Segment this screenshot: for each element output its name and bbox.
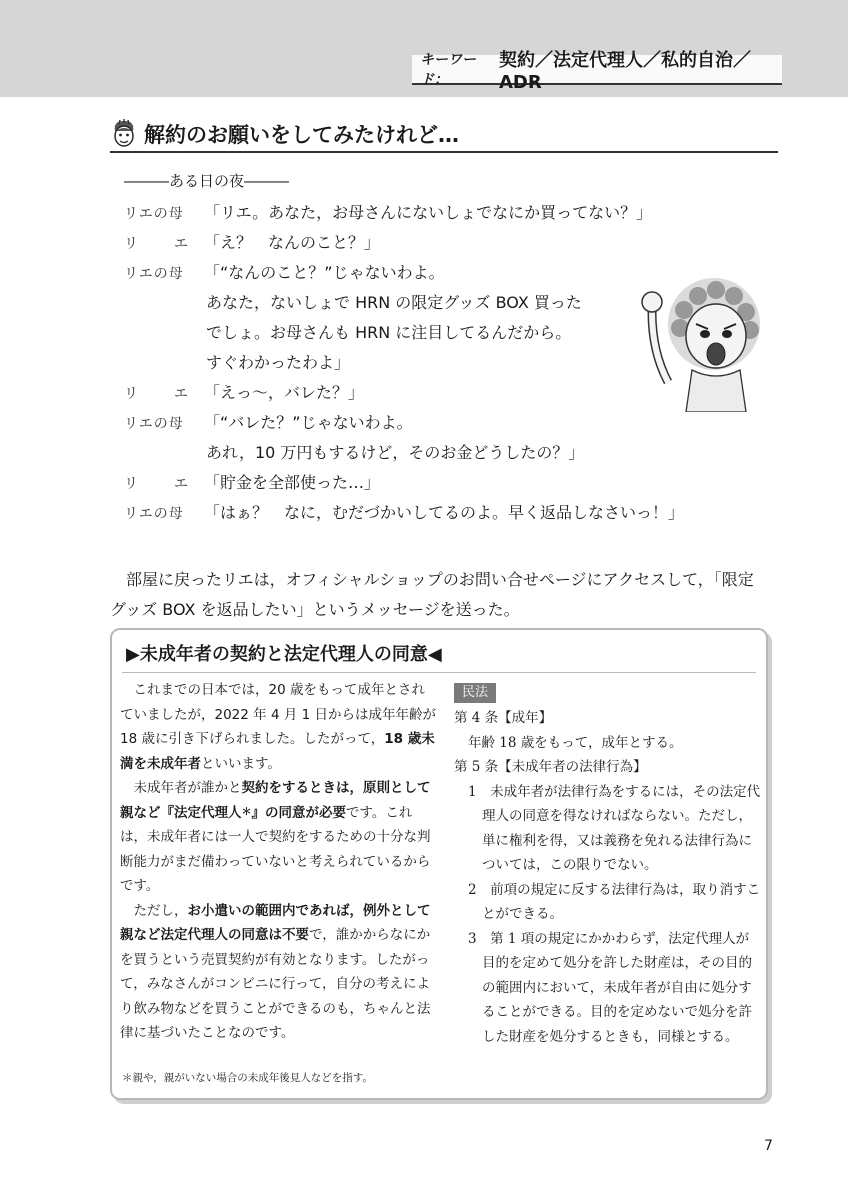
article-5-title: 第 5 条【未成年者の法律行為】: [454, 759, 647, 775]
dialogue-line: リエの母 「はぁ？ なに，むだづかいしてるのよ。早く返品しなさいっ！」: [124, 500, 684, 527]
article-5-item: 3 第 1 項の規定にかかわらず，法定代理人が目的を定めて処分を許した財産は，その目的の範囲内において，未成年者が自由に処分することができる。目的を定めないで処分を許した財産を処分するときも，同様とする。: [468, 930, 752, 1045]
article-4-title: 第 4 条【成年】: [454, 710, 553, 726]
narration-line: 部屋に戻ったリエは，オフィシャルショップのお問い合せページにアクセスして，「限定: [110, 570, 754, 589]
speaker: リエの母: [124, 506, 184, 522]
keyword-list: 契約／法定代理人／私的自治／ ADR: [498, 49, 751, 93]
keyword-bar: [412, 49, 782, 93]
info-box: [110, 628, 768, 1100]
scene-label: ―――ある日の夜―――: [124, 172, 290, 190]
civil-code-tag: 民法: [454, 683, 496, 703]
explanation-paragraph: 未成年者が誰かと契約をするときは，原則として親など『法定代理人＊』の同意が必要です。これは，未成年者には一人で契約をするための十分な判断能力がまだ備わっていないと考えられているからです。: [120, 780, 431, 894]
article-5-item: 2 前項の規定に反する法律行為は，取り消すことができる。: [468, 881, 761, 922]
dialogue-line: リ エ 「え？ なんのこと？」: [124, 230, 380, 257]
dialogue-line: リエの母 「リエ。あなた，お母さんにないしょでなにか買ってない？」: [124, 200, 652, 227]
dialogue-continuation: あなた，ないしょで HRN の限定グッズ BOX 買った: [206, 293, 582, 312]
dialogue-line: リエの母 「“バレた？”じゃないわよ。: [124, 410, 413, 437]
explanation-column: [120, 678, 438, 1046]
page-number: 7: [764, 1138, 773, 1154]
speaker: リエの母: [124, 416, 184, 432]
dialogue-line: リ エ 「えっ～，バレた？」: [124, 380, 364, 407]
info-box-title: ▶未成年者の契約と法定代理人の同意◀: [126, 644, 442, 665]
speaker: リ エ: [124, 236, 188, 252]
dialogue-continuation: でしょ。お母さんも HRN に注目してるんだから。: [206, 323, 572, 342]
article-5-item: 1 未成年者が法律行為をするには，その法定代理人の同意を得なければならない。ただし，単に権利を得，又は義務を免れる法律行為については，この限りでない。: [468, 783, 761, 873]
angry-mother-illustration: [622, 262, 772, 412]
speaker: リエの母: [124, 206, 184, 222]
dialogue-line: リ エ 「貯金を全部使った…」: [124, 470, 380, 497]
section-heading: [110, 117, 778, 153]
speaker: リエの母: [124, 266, 184, 282]
narration-line: グッズ BOX を返品したい」というメッセージを送った。: [110, 600, 520, 619]
dialogue-continuation: すぐわかったわよ」: [206, 353, 351, 372]
section-title: 解約のお願いをしてみたけれど…: [144, 123, 459, 147]
dialogue-continuation: あれ，10 万円もするけど，そのお金どうしたの？」: [206, 443, 585, 462]
girl-face-icon: [110, 119, 138, 149]
dialogue-line: リエの母 「“なんのこと？”じゃないわよ。: [124, 260, 445, 287]
explanation-paragraph: これまでの日本では，20 歳をもって成年とされていましたが，2022 年 4 月 1 日からは成年年齢が 18 歳に引き下げられました。したがって，18 歳未満を未成年者といいます。: [120, 682, 436, 772]
divider: [122, 672, 756, 673]
article-4-text: 年齢 18 歳をもって，成年とする。: [468, 734, 683, 751]
civil-code-column: [454, 680, 762, 1049]
keyword-label: キーワード：: [420, 52, 476, 88]
speaker: リ エ: [124, 476, 188, 492]
speaker: リ エ: [124, 386, 188, 402]
footnote: ＊親や，親がいない場合の未成年後見人などを指す。: [122, 1072, 373, 1084]
explanation-paragraph: ただし，お小遣いの範囲内であれば，例外として親など法定代理人の同意は不要で，誰かからなにかを買うという売買契約が有効となります。したがって，みなさんがコンビニに行って，自分の考えにより飲み物などを買うことができるのも，ちゃんと法律に基づいたことなのです。: [120, 902, 431, 1041]
